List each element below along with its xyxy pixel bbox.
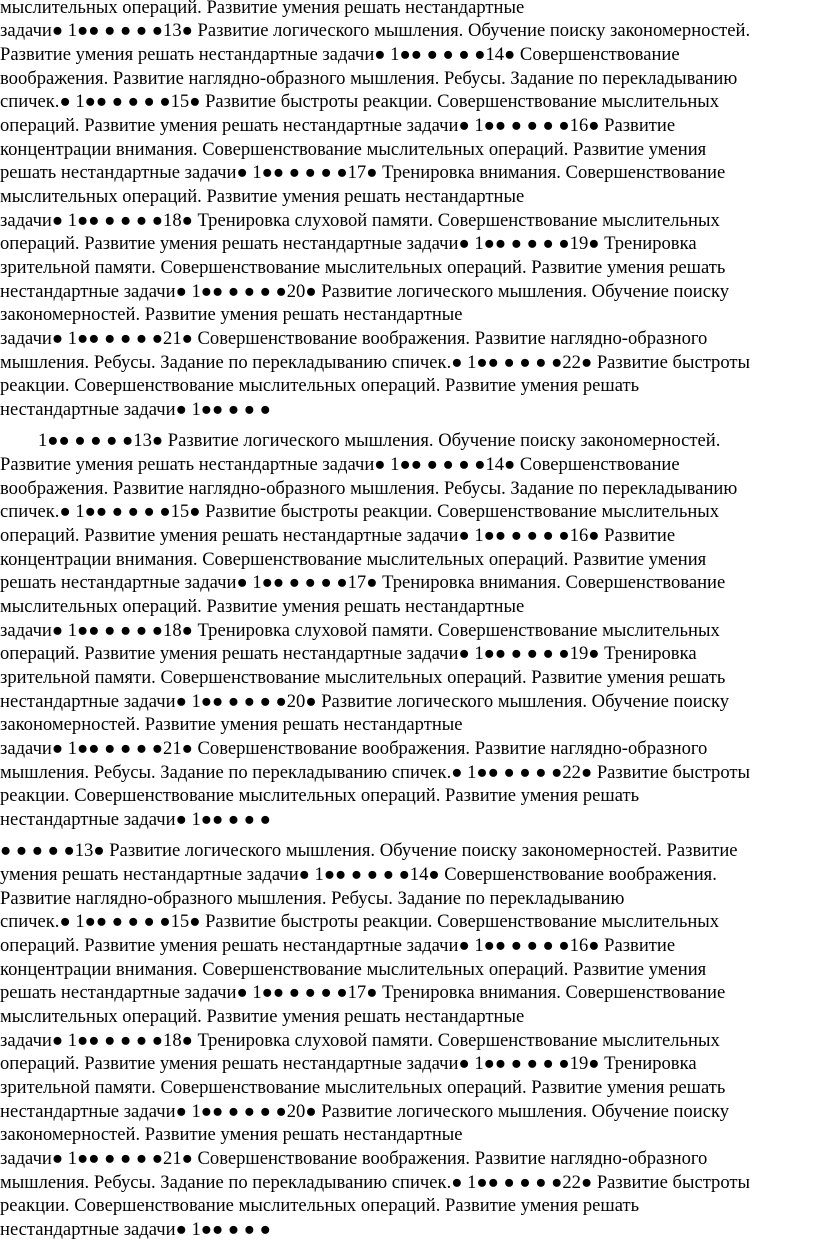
text-line: мыслительных операций. Развитие умения решать нестандартные — [0, 0, 525, 18]
text-line: операций. Развитие умения решать нестандартные задачи● 1●● ● ● ● ●19● Тренировка — [0, 643, 697, 664]
text-line: решать нестандартные задачи● 1●● ● ● ● ●17● Тренировка внимания. Совершенствование — [0, 982, 726, 1003]
text-line: мышления. Ребусы. Задание по перекладыванию спичек.● 1●● ● ● ● ●22● Развитие быстроты — [0, 762, 751, 783]
text-line: концентрации внимания. Совершенствование мыслительных операций. Развитие умения — [0, 959, 707, 980]
text-line: операций. Развитие умения решать нестандартные задачи● 1●● ● ● ● ●16● Развитие — [0, 525, 676, 546]
text-line: Развитие умения решать нестандартные задачи● 1●● ● ● ● ●14● Совершенствование — [0, 44, 680, 65]
text-line: Развитие умения решать нестандартные задачи● 1●● ● ● ● ●14● Совершенствование — [0, 454, 680, 475]
text-line: мыслительных операций. Развитие умения решать нестандартные — [0, 186, 525, 207]
text-line: воображения. Развитие наглядно-образного мышления. Ребусы. Задание по перекладыванию — [0, 68, 738, 89]
text-line: задачи● 1●● ● ● ● ●21● Совершенствование воображения. Развитие наглядно-образного — [0, 738, 708, 759]
text-line: спичек.● 1●● ● ● ● ●15● Развитие быстроты реакции. Совершенствование мыслительных — [0, 911, 720, 932]
text-line: Развитие наглядно-образного мышления. Ребусы. Задание по перекладыванию — [0, 888, 625, 909]
text-line: зрительной памяти. Совершенствование мыслительных операций. Развитие умения решать — [0, 257, 726, 278]
text-line: нестандартные задачи● 1●● ● ● ● ●20● Развитие логического мышления. Обучение поиску — [0, 691, 730, 712]
text-line: закономерностей. Развитие умения решать нестандартные — [0, 1124, 463, 1145]
text-line: зрительной памяти. Совершенствование мыслительных операций. Развитие умения решать — [0, 1077, 726, 1098]
text-line: умения решать нестандартные задачи● 1●● ● ● ● ●14● Совершенствование воображения. — [0, 864, 717, 885]
text-line: задачи● 1●● ● ● ● ●18● Тренировка слуховой памяти. Совершенствование мыслительных — [0, 1030, 720, 1051]
text-line: концентрации внимания. Совершенствование мыслительных операций. Развитие умения — [0, 139, 707, 160]
text-line: мыслительных операций. Развитие умения решать нестандартные — [0, 596, 525, 617]
text-line: спичек.● 1●● ● ● ● ●15● Развитие быстроты реакции. Совершенствование мыслительных — [0, 501, 720, 522]
text-line: операций. Развитие умения решать нестандартные задачи● 1●● ● ● ● ●16● Развитие — [0, 935, 676, 956]
text-line: спичек.● 1●● ● ● ● ●15● Развитие быстроты реакции. Совершенствование мыслительных — [0, 91, 720, 112]
text-line: операций. Развитие умения решать нестандартные задачи● 1●● ● ● ● ●16● Развитие — [0, 115, 676, 136]
text-line: задачи● 1●● ● ● ● ●13● Развитие логического мышления. Обучение поиску закономерностей. — [0, 20, 751, 41]
text-line: задачи● 1●● ● ● ● ●18● Тренировка слуховой памяти. Совершенствование мыслительных — [0, 210, 720, 231]
text-line: задачи● 1●● ● ● ● ●21● Совершенствование воображения. Развитие наглядно-образного — [0, 328, 708, 349]
text-line: нестандартные задачи● 1●● ● ● ● ●20● Развитие логического мышления. Обучение поиску — [0, 1101, 730, 1122]
text-line: задачи● 1●● ● ● ● ●18● Тренировка слуховой памяти. Совершенствование мыслительных — [0, 620, 720, 641]
text-line: операций. Развитие умения решать нестандартные задачи● 1●● ● ● ● ●19● Тренировка — [0, 1053, 697, 1074]
text-line: реакции. Совершенствование мыслительных операций. Развитие умения решать — [0, 785, 640, 806]
text-line: мышления. Ребусы. Задание по перекладыванию спичек.● 1●● ● ● ● ●22● Развитие быстроты — [0, 352, 751, 373]
text-line: нестандартные задачи● 1●● ● ● ● — [0, 399, 271, 420]
text-line: задачи● 1●● ● ● ● ●21● Совершенствование воображения. Развитие наглядно-образного — [0, 1148, 708, 1169]
text-line: нестандартные задачи● 1●● ● ● ● ●20● Развитие логического мышления. Обучение поиску — [0, 281, 730, 302]
text-line: операций. Развитие умения решать нестандартные задачи● 1●● ● ● ● ●19● Тренировка — [0, 233, 697, 254]
text-line: решать нестандартные задачи● 1●● ● ● ● ●17● Тренировка внимания. Совершенствование — [0, 572, 726, 593]
text-line: решать нестандартные задачи● 1●● ● ● ● ●17● Тренировка внимания. Совершенствование — [0, 162, 726, 183]
text-line: концентрации внимания. Совершенствование мыслительных операций. Развитие умения — [0, 549, 707, 570]
text-line: нестандартные задачи● 1●● ● ● ● — [0, 1219, 271, 1240]
text-line: зрительной памяти. Совершенствование мыслительных операций. Развитие умения решать — [0, 667, 726, 688]
text-line: реакции. Совершенствование мыслительных операций. Развитие умения решать — [0, 375, 640, 396]
text-line: закономерностей. Развитие умения решать нестандартные — [0, 714, 463, 735]
text-line: мышления. Ребусы. Задание по перекладыванию спичек.● 1●● ● ● ● ●22● Развитие быстроты — [0, 1172, 751, 1193]
text-line: закономерностей. Развитие умения решать нестандартные — [0, 304, 463, 325]
text-line: реакции. Совершенствование мыслительных операций. Развитие умения решать — [0, 1195, 640, 1216]
text-line: 1●● ● ● ● ●13● Развитие логического мышления. Обучение поиску закономерностей. — [38, 430, 721, 451]
text-line: нестандартные задачи● 1●● ● ● ● — [0, 809, 271, 830]
text-line: воображения. Развитие наглядно-образного мышления. Ребусы. Задание по перекладыванию — [0, 478, 738, 499]
text-line: мыслительных операций. Развитие умения решать нестандартные — [0, 1006, 525, 1027]
text-line: ● ● ● ● ●13● Развитие логического мышления. Обучение поиску закономерностей. Развитие — [0, 840, 738, 861]
